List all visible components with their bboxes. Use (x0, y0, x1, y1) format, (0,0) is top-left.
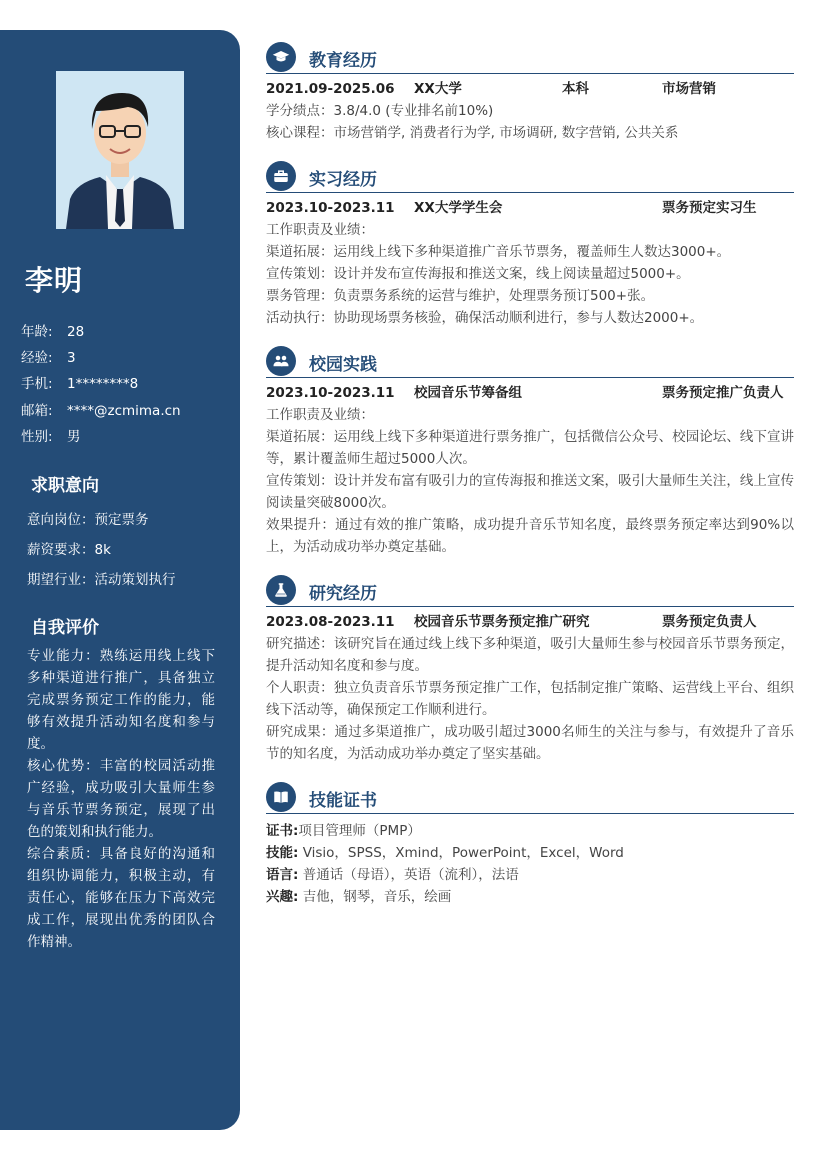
research-date: 2023.08-2023.11 (266, 614, 395, 630)
candidate-name: 李明 (25, 264, 84, 297)
education-header (266, 40, 794, 74)
campus-line: 渠道拓展：运用线上线下多种渠道进行票务推广，包括微信公众号、校园论坛、线下宣讲等，累计覆盖师生超过5000人次。 (266, 429, 794, 467)
education-title: 教育经历 (309, 51, 377, 71)
campus-line: 宣传策划：设计并发布富有吸引力的宣传海报和推送文案，吸引大量师生关注，线上宣传阅读量突破8000次。 (266, 473, 794, 511)
education-date: 2021.09-2025.06 (266, 81, 395, 97)
research-line: 研究描述：该研究旨在通过线上线下多种渠道，吸引大量师生参与校园音乐节票务预定，提升活动知名度和参与度。 (266, 636, 794, 674)
research-row (266, 611, 794, 633)
research-project: 校园音乐节票务预定推广研究 (414, 614, 590, 630)
internship-section (266, 159, 794, 329)
education-section (266, 40, 794, 144)
education-school: XX大学 (414, 81, 462, 97)
self-eval-ability: 专业能力：熟练运用线上线下多种渠道进行推广，具备独立完成票务预定工作的能力，能够有效提升活动知名度和参与度。 (27, 648, 215, 752)
research-role: 票务预定负责人 (662, 614, 757, 630)
research-section (266, 573, 794, 765)
internship-role: 票务预定实习生 (662, 200, 757, 216)
skills-header (266, 780, 794, 814)
skills-title: 技能证书 (309, 791, 377, 811)
info-row-experience: 经验: 3 (21, 350, 76, 367)
education-gpa: 学分绩点：3.8/4.0 (专业排名前10%) (266, 103, 494, 119)
self-eval-quality: 综合素质：具备良好的沟通和组织协调能力，积极主动，有责任心，能够在压力下高效完成工作，展现出优秀的团队合作精神。 (27, 846, 215, 950)
skill-row-certificate: 证书:项目管理师（PMP） (266, 823, 421, 839)
divider (266, 192, 794, 193)
self-eval-advantage: 核心优势：丰富的校园活动推广经验，成功吸引大量师生参与音乐节票务预定，展现了出色的策划和执行能力。 (27, 758, 215, 840)
internship-org: XX大学学生会 (414, 200, 503, 216)
campus-line: 工作职责及业绩： (266, 407, 374, 423)
divider (266, 813, 794, 814)
book-icon (266, 782, 296, 812)
campus-title: 校园实践 (309, 355, 377, 375)
divider (266, 606, 794, 607)
graduation-cap-icon (266, 42, 296, 72)
education-major: 市场营销 (662, 81, 716, 97)
info-row-age: 年龄: 28 (21, 324, 85, 340)
sidebar (0, 30, 240, 1130)
internship-line: 活动执行：协助现场票务核验，确保活动顺利进行，参与人数达2000+。 (266, 310, 704, 326)
flask-icon (266, 575, 296, 605)
internship-title: 实习经历 (309, 170, 377, 190)
skills-section (266, 780, 794, 908)
divider (266, 73, 794, 74)
research-line: 研究成果：通过多渠道推广，成功吸引超过3000名师生的关注与参与，有效提升了音乐节的知名度，为活动成功举办奠定了坚实基础。 (266, 724, 794, 762)
campus-section (266, 344, 794, 558)
divider (266, 377, 794, 378)
campus-row (266, 382, 794, 404)
intent-salary: 薪资要求：8k (27, 542, 111, 558)
campus-date: 2023.10-2023.11 (266, 385, 395, 401)
internship-row (266, 197, 794, 219)
internship-line: 票务管理：负责票务系统的运营与维护，处理票务预订500+张。 (266, 288, 655, 304)
research-title: 研究经历 (309, 584, 377, 604)
intent-position: 意向岗位：预定票务 (27, 512, 149, 528)
profile-photo (56, 71, 184, 229)
campus-line: 效果提升：通过有效的推广策略，成功提升音乐节知名度，最终票务预定率达到90%以上，为活动成功举办奠定基础。 (266, 517, 794, 555)
job-intent-title: 求职意向 (31, 476, 99, 496)
campus-org: 校园音乐节筹备组 (414, 385, 522, 401)
education-degree: 本科 (562, 81, 589, 97)
research-line: 个人职责：独立负责音乐节票务预定推广工作，包括制定推广策略、运营线上平台、组织线下活动等，确保预定工作顺利进行。 (266, 680, 794, 718)
job-intent-list (27, 505, 176, 595)
info-row-gender: 性别: 男 (21, 428, 81, 445)
campus-header (266, 344, 794, 378)
research-header (266, 573, 794, 607)
skill-row-skills: 技能: Visio，SPSS，Xmind，PowerPoint，Excel，Word (266, 845, 624, 861)
internship-line: 工作职责及业绩： (266, 222, 374, 238)
self-evaluation-text (27, 645, 215, 953)
basic-info (21, 319, 181, 450)
internship-header (266, 159, 794, 193)
info-row-phone: 手机: 1********8 (21, 376, 139, 393)
briefcase-icon (266, 161, 296, 191)
education-courses: 核心课程：市场营销学, 消费者行为学, 市场调研, 数字营销, 公共关系 (266, 125, 679, 141)
team-icon (266, 346, 296, 376)
skill-row-interests: 兴趣: 吉他，钢琴，音乐，绘画 (266, 889, 452, 905)
intent-industry: 期望行业：活动策划执行 (27, 572, 176, 588)
campus-role: 票务预定推广负责人 (662, 385, 784, 401)
skill-row-language: 语言: 普通话（母语），英语（流利），法语 (266, 867, 519, 883)
self-evaluation-title: 自我评价 (31, 618, 99, 638)
internship-date: 2023.10-2023.11 (266, 200, 395, 216)
info-row-email: 邮箱: ****@zcmima.cn (21, 402, 181, 419)
education-row (266, 78, 794, 100)
internship-line: 渠道拓展：运用线上线下多种渠道推广音乐节票务，覆盖师生人数达3000+。 (266, 244, 731, 260)
internship-line: 宣传策划：设计并发布宣传海报和推送文案，线上阅读量超过5000+。 (266, 266, 690, 282)
